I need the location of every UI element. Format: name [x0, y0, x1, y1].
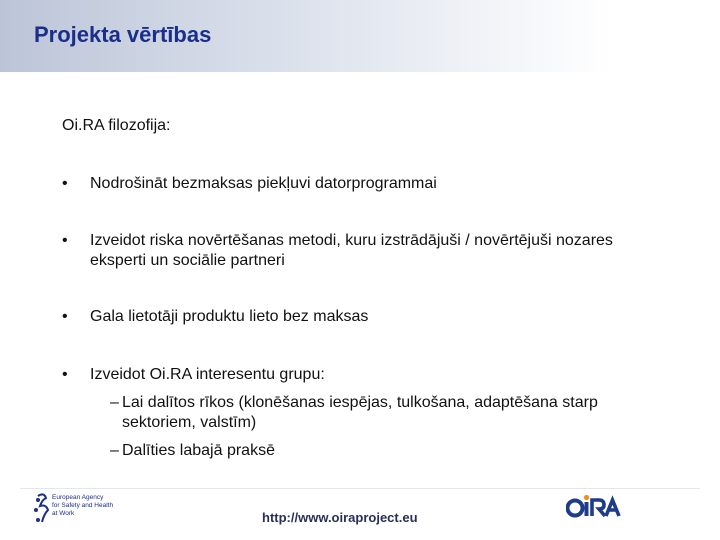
bullet-marker: • [62, 175, 68, 192]
bullet-text: Nodrošināt bezmaksas piekļuvi datorprogrammai [90, 175, 437, 192]
bullet-marker: • [62, 232, 68, 249]
bullet-text: Izveidot riska novērtēšanas metodi, kuru izstrādājuši / novērtējuši nozares eksperti un sociālie partneri [90, 232, 613, 269]
bullet-text: Izveidot Oi.RA interesentu grupu: [90, 366, 325, 383]
bullet-marker: • [62, 308, 68, 325]
eu-osha-wordmark: European Agency for Safety and Health at Work [52, 494, 114, 517]
footer-divider [20, 488, 700, 489]
intro-text: Oi.RA filozofija: [62, 117, 171, 134]
project-url-link[interactable]: http://www.oiraproject.eu [262, 510, 418, 525]
sub-bullet-text: Dalīties labajā praksē [122, 442, 275, 459]
bullet-text: Gala lietotāji produktu lieto bez maksas [90, 308, 369, 325]
sub-bullet-marker: – [110, 394, 119, 411]
bullet-marker: • [62, 366, 68, 383]
slide-title: Projekta vērtības [34, 22, 212, 47]
oira-logo-icon [566, 492, 626, 524]
sub-bullet-text: Lai dalītos rīkos (klonēšanas iespējas, tulkošana, adaptēšana starp sektoriem, valstīm) [122, 394, 598, 431]
sub-bullet-marker: – [110, 442, 119, 459]
